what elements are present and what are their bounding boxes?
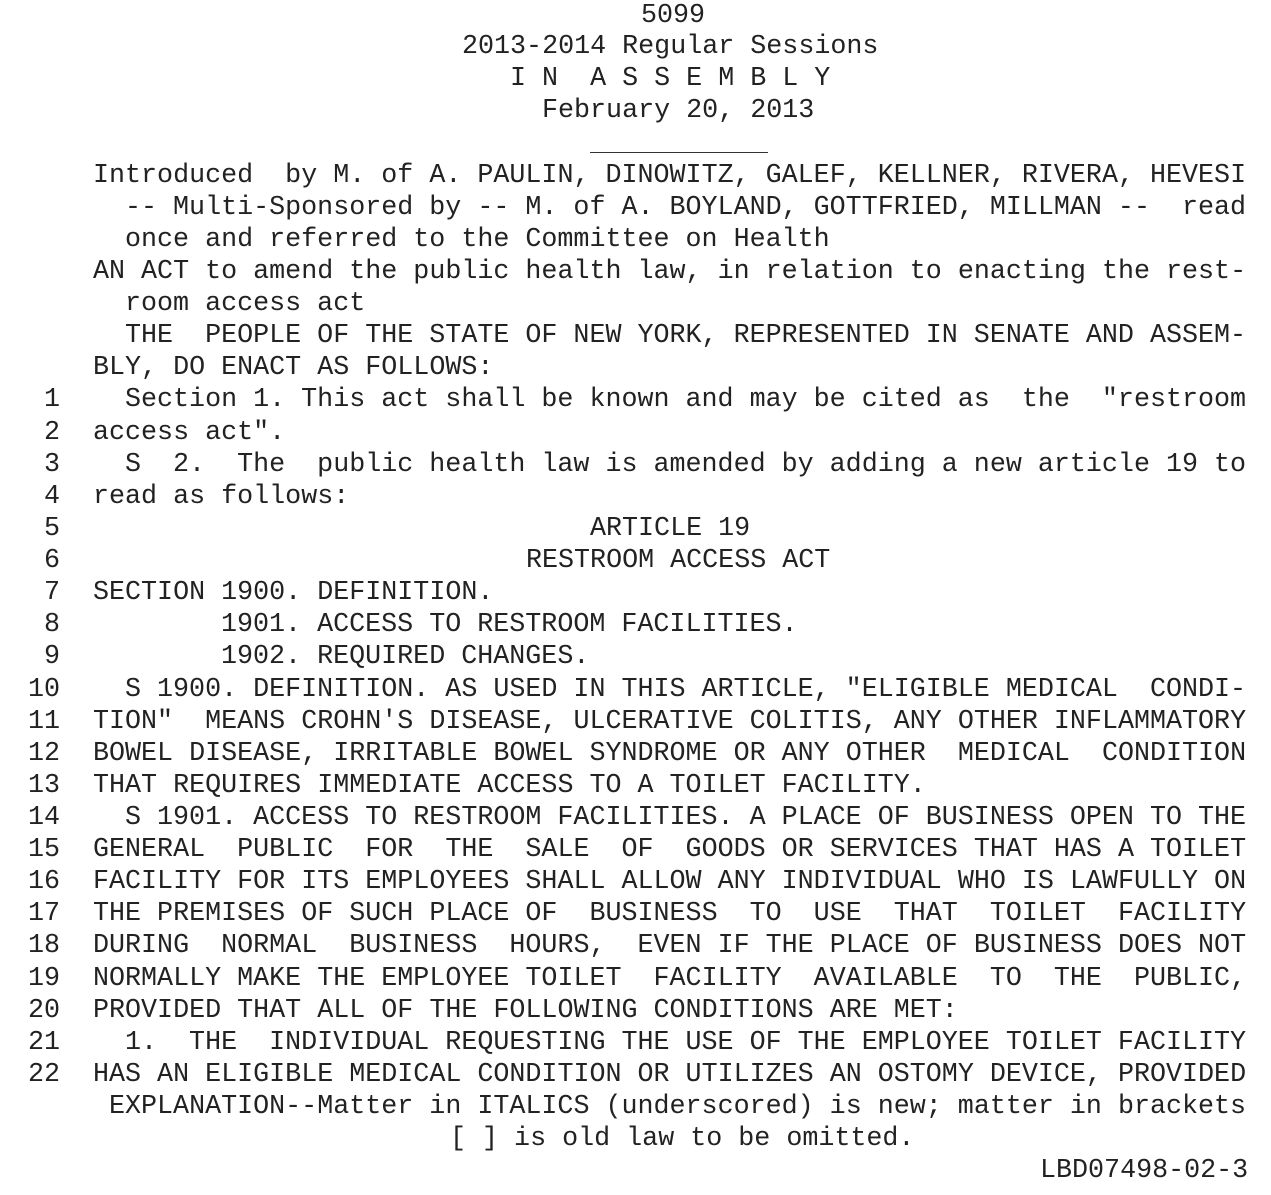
line-number: 22	[27, 1060, 60, 1090]
line-number: 21	[27, 1028, 60, 1058]
line-number: 9	[43, 642, 60, 672]
line-number: 13	[27, 771, 60, 801]
body-line: DURING NORMAL BUSINESS HOURS, EVEN IF THE PLACE OF BUSINESS DOES NOT	[93, 931, 1247, 961]
body-line: PROVIDED THAT ALL OF THE FOLLOWING CONDITIONS ARE MET:	[93, 996, 958, 1026]
bill-date: February 20, 2013	[542, 96, 815, 126]
toc-line: 1901. ACCESS TO RESTROOM FACILITIES.	[221, 610, 798, 640]
article-heading: ARTICLE 19	[590, 514, 751, 544]
body-line: BOWEL DISEASE, IRRITABLE BOWEL SYNDROME OR ANY OTHER MEDICAL CONDITION	[93, 739, 1247, 769]
body-line: S 2. The public health law is amended by adding a new article 19 to	[125, 450, 1247, 480]
line-number: 5	[43, 514, 60, 544]
toc-line: 1902. REQUIRED CHANGES.	[221, 642, 590, 672]
enacting-clause-line-1: THE PEOPLE OF THE STATE OF NEW YORK, REPRESENTED IN SENATE AND ASSEM-	[125, 321, 1247, 351]
line-number: 2	[43, 418, 60, 448]
toc-line: SECTION 1900. DEFINITION.	[93, 578, 494, 608]
line-number: 3	[43, 450, 60, 480]
bill-number: 5099	[641, 1, 706, 31]
body-line: read as follows:	[93, 482, 350, 512]
header-divider	[590, 152, 768, 153]
line-number: 7	[43, 578, 60, 608]
body-line: TION" MEANS CROHN'S DISEASE, ULCERATIVE COLITIS, ANY OTHER INFLAMMATORY	[93, 707, 1247, 737]
enacting-clause-line-2: BLY, DO ENACT AS FOLLOWS:	[93, 353, 494, 383]
article-title: RESTROOM ACCESS ACT	[526, 546, 831, 576]
session-title: 2013-2014 Regular Sessions	[462, 32, 879, 62]
line-number: 14	[27, 803, 60, 833]
body-line: HAS AN ELIGIBLE MEDICAL CONDITION OR UTILIZES AN OSTOMY DEVICE, PROVIDED	[93, 1060, 1247, 1090]
body-line: S 1900. DEFINITION. AS USED IN THIS ARTICLE, "ELIGIBLE MEDICAL CONDI-	[125, 675, 1247, 705]
line-number: 19	[27, 964, 60, 994]
act-title-line-2: room access act	[125, 289, 366, 319]
line-number: 10	[27, 675, 60, 705]
line-number: 20	[27, 996, 60, 1026]
line-number: 1	[43, 385, 60, 415]
line-number: 8	[43, 610, 60, 640]
act-title-line-1: AN ACT to amend the public health law, in relation to enacting the rest-	[93, 257, 1247, 287]
body-line: Section 1. This act shall be known and may be cited as the "restroom	[125, 385, 1247, 415]
explanation-line-1: EXPLANATION--Matter in ITALICS (underscored) is new; matter in brackets	[109, 1092, 1247, 1122]
body-line: GENERAL PUBLIC FOR THE SALE OF GOODS OR SERVICES THAT HAS A TOILET	[93, 835, 1247, 865]
body-line: 1. THE INDIVIDUAL REQUESTING THE USE OF THE EMPLOYEE TOILET FACILITY	[125, 1028, 1247, 1058]
body-line: FACILITY FOR ITS EMPLOYEES SHALL ALLOW ANY INDIVIDUAL WHO IS LAWFULLY ON	[93, 867, 1247, 897]
explanation-line-2: [ ] is old law to be omitted.	[450, 1124, 915, 1154]
footer-code: LBD07498-02-3	[1040, 1156, 1249, 1186]
body-line: THE PREMISES OF SUCH PLACE OF BUSINESS TO USE THAT TOILET FACILITY	[93, 899, 1247, 929]
chamber-title: I N A S S E M B L Y	[510, 64, 831, 94]
body-line: access act".	[93, 418, 286, 448]
line-number: 16	[27, 867, 60, 897]
intro-line-2: -- Multi-Sponsored by -- M. of A. BOYLAND, GOTTFRIED, MILLMAN -- read	[125, 193, 1247, 223]
line-number: 11	[27, 707, 60, 737]
body-line: S 1901. ACCESS TO RESTROOM FACILITIES. A PLACE OF BUSINESS OPEN TO THE	[125, 803, 1247, 833]
line-number: 17	[27, 899, 60, 929]
intro-line-1: Introduced by M. of A. PAULIN, DINOWITZ, GALEF, KELLNER, RIVERA, HEVESI	[93, 161, 1247, 191]
line-number: 6	[43, 546, 60, 576]
line-number: 12	[27, 739, 60, 769]
line-number: 18	[27, 931, 60, 961]
body-line: THAT REQUIRES IMMEDIATE ACCESS TO A TOILET FACILITY.	[93, 771, 926, 801]
intro-line-3: once and referred to the Committee on Health	[125, 225, 830, 255]
body-line: NORMALLY MAKE THE EMPLOYEE TOILET FACILITY AVAILABLE TO THE PUBLIC,	[93, 964, 1247, 994]
line-number: 15	[27, 835, 60, 865]
line-number: 4	[43, 482, 60, 512]
